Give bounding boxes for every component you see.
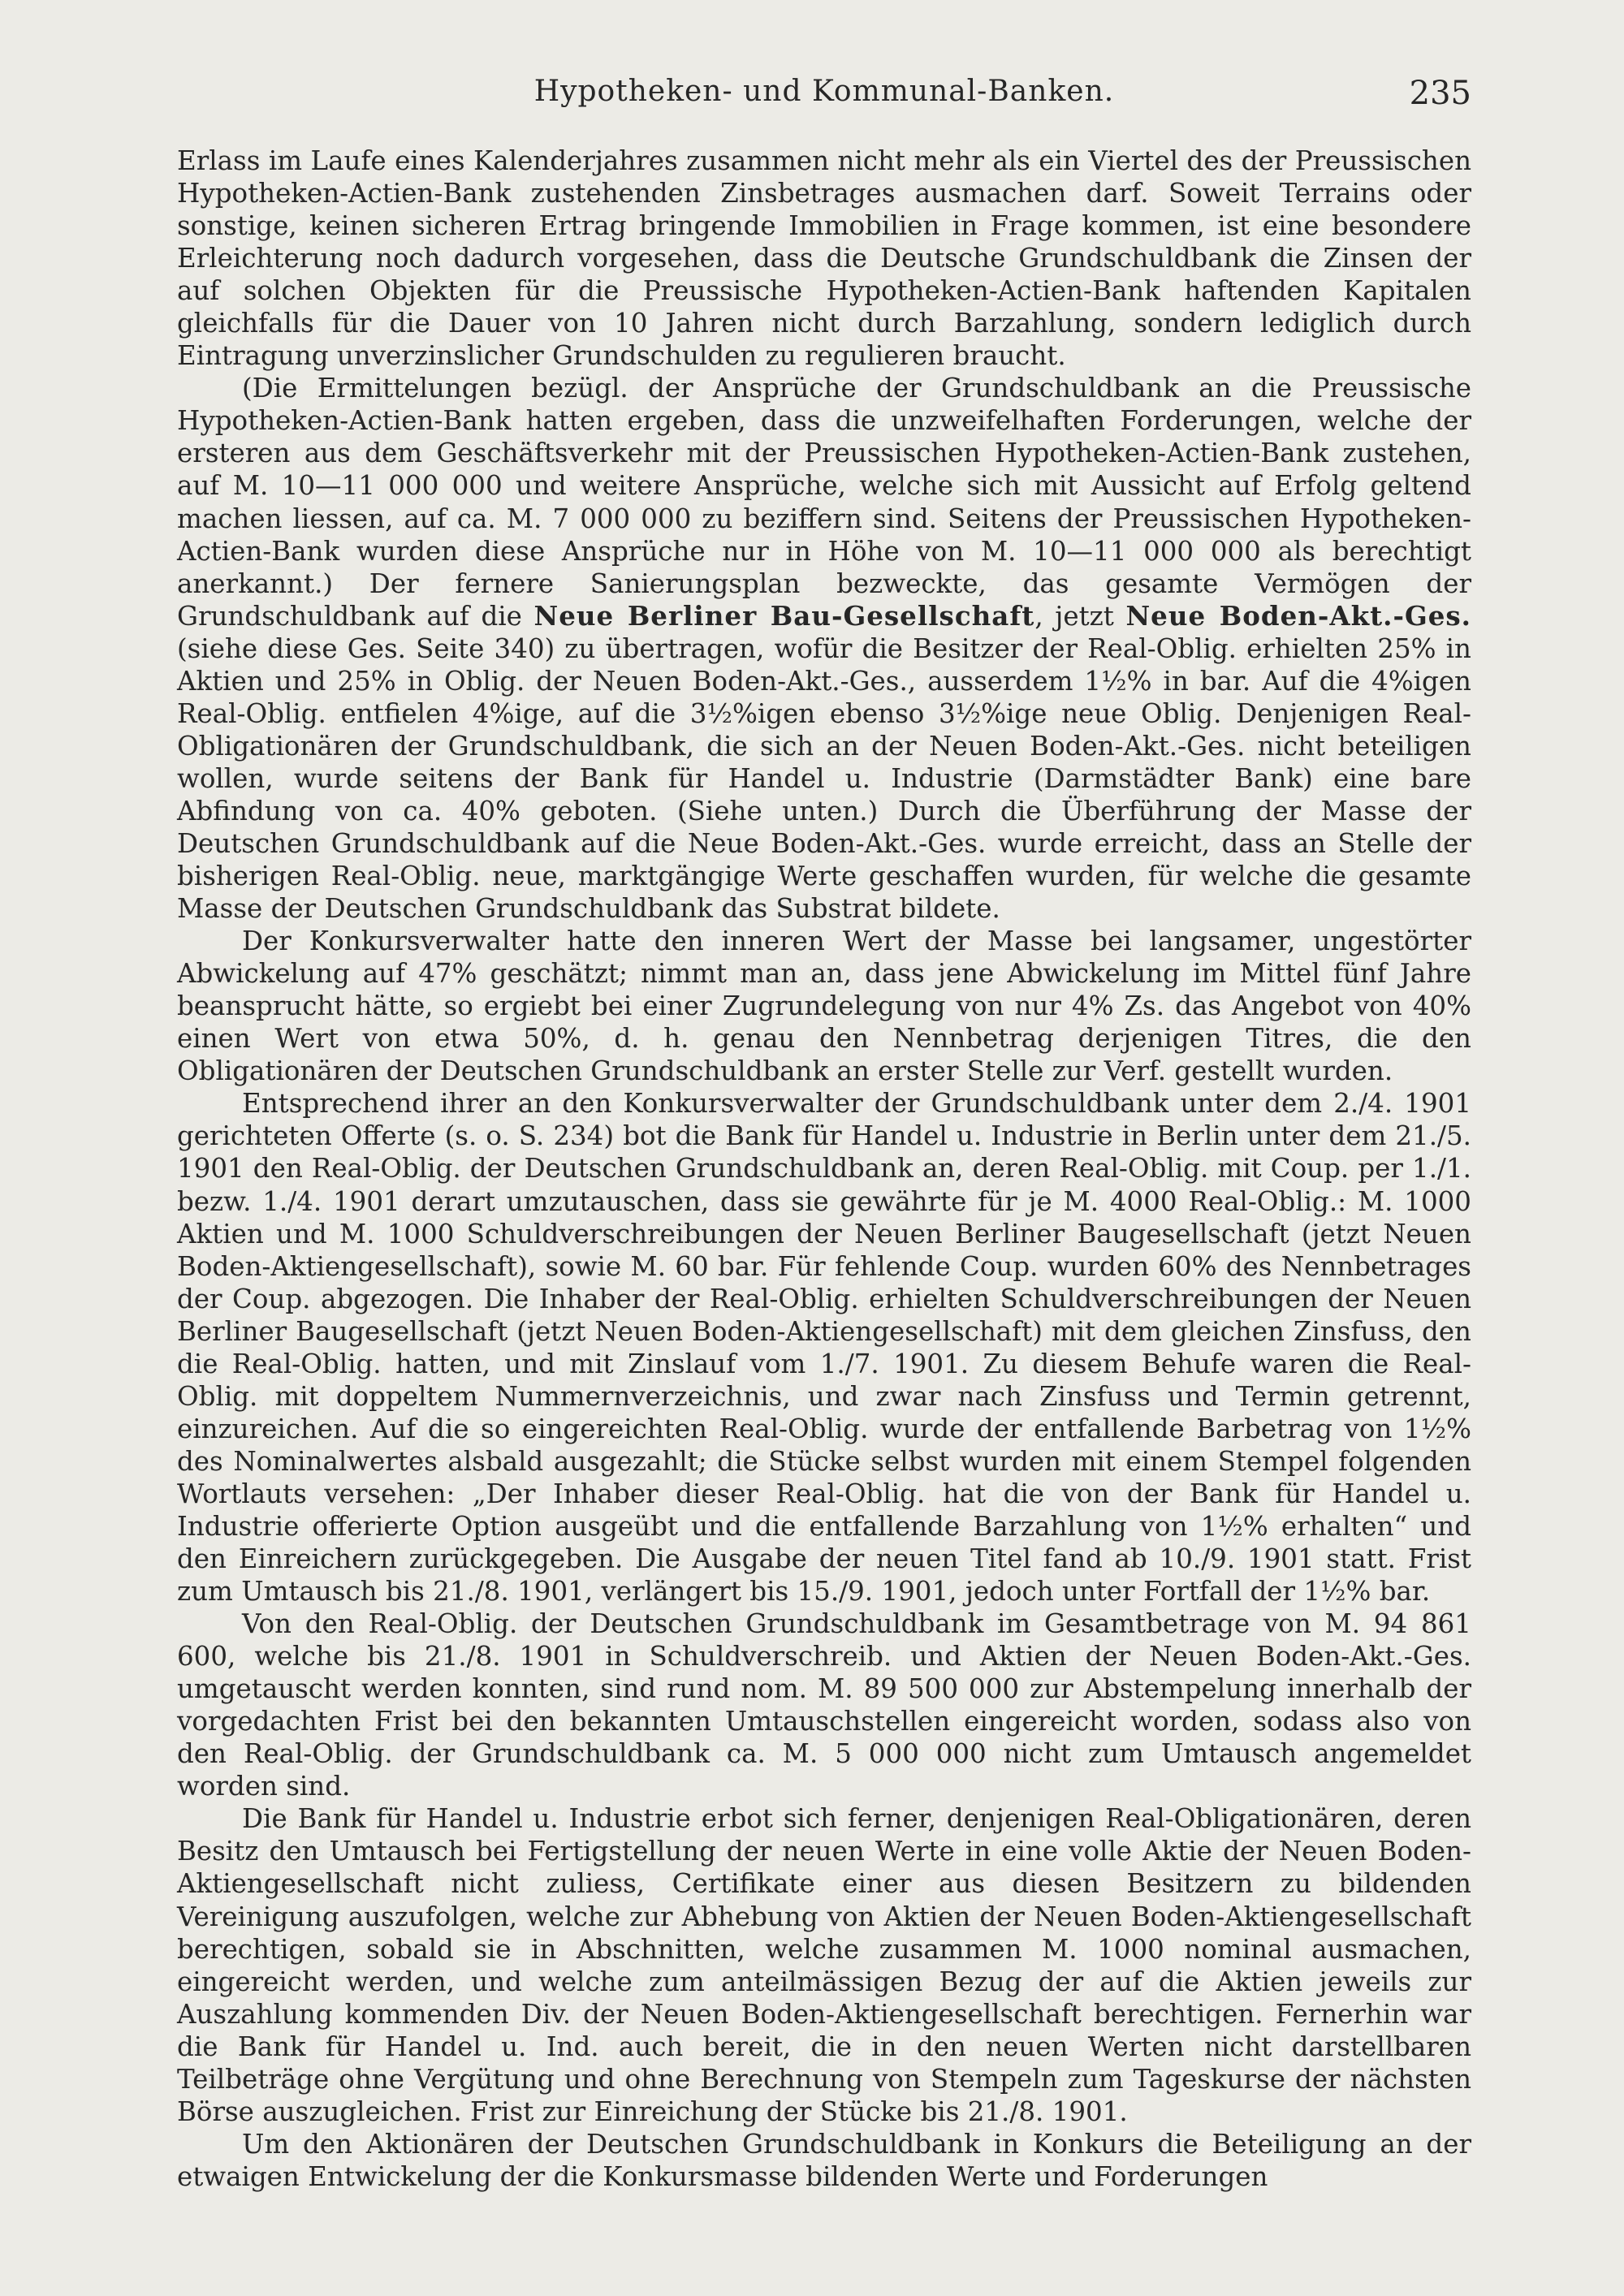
paragraph-text: Die Bank für Handel u. Industrie erbot sich ferner, denjenigen Real-Obligationären, deren Besitz den Umtausch bei Fertigstellung der neuen Werte in eine volle Aktie der Neuen Boden-Aktiengesellschaft nicht zuliess, Certifikate einer aus diesen Besitzern zu bildenden Vereinigung auszufolgen, welche zur Abhebung von Aktien der Neuen Boden-Aktiengesellschaft berechtigen, sobald sie in Abschnitten, welche zusammen M. 1000 nominal ausmachen, eingereicht werden, und welche zum anteilmässigen Bezug der auf die Aktien jeweils zur Auszahlung kommenden Div. der Neuen Boden-Aktiengesellschaft berechtigen. Fernerhin war die Bank für Handel u. Ind. auch bereit, die in den neuen Werten nicht darstellbaren Teilbeträge ohne Vergütung und ohne Berechnung von Stempeln zum Tageskurse der nächsten Börse auszugleichen. Frist zur Einreichung der Stücke bis 21./8. 1901.	[177, 1803, 1471, 2127]
paragraph	[177, 1608, 1471, 1802]
paragraph	[177, 372, 1471, 925]
paragraph	[177, 1802, 1471, 2127]
paragraph-text: Der Konkursverwalter hatte den inneren Wert der Masse bei langsamer, ungestörter Abwickelung auf 47% geschätzt; nimmt man an, dass jene Abwickelung im Mittel fünf Jahre beansprucht hätte, so ergiebt bei einer Zugrundelegung von nur 4% Zs. das Angebot von 40% einen Wert von etwa 50%, d. h. genau den Nennbetrag derjenigen Titres, die den Obligationären der Deutschen Grundschuldbank an erster Stelle zur Verf. gestellt wurden.	[177, 926, 1471, 1087]
company-name: Neue Boden-Akt.-Ges.	[1125, 599, 1471, 632]
company-name: Neue Berliner Bau-Gesellschaft	[533, 599, 1035, 632]
page-number: 235	[1409, 75, 1471, 112]
paragraph-text: (Die Ermittelungen bezügl. der Ansprüche der Grundschuldbank an die Preussische Hypotheken-Actien-Bank hatten ergeben, dass die unzweifelhaften Forderungen, welche der ersteren aus dem Geschäftsverkehr mit der Preussischen Hypotheken-Actien-Bank zustehen, auf M. 10—11 000 000 und weitere Ansprüche, welche sich mit Aussicht auf Erfolg geltend machen liessen, auf ca. M. 7 000 000 zu beziffern sind. Seitens der Preussischen Hypotheken-Actien-Bank wurden diese Ansprüche nur in Höhe von M. 10—11 000 000 als berechtigt anerkannt.) Der fernere Sanierungsplan bezweckte, das gesamte Vermögen der Grundschuldbank auf die	[177, 373, 1471, 632]
paragraph-text: Entsprechend ihrer an den Konkursverwalter der Grundschuldbank unter dem 2./4. 1901 gerichteten Offerte (s. o. S. 234) bot die Bank für Handel u. Industrie in Berlin unter dem 21./5. 1901 den Real-Oblig. der Deutschen Grundschuldbank an, deren Real-Oblig. mit Coup. per 1./1. bezw. 1./4. 1901 derart umzutauschen, dass sie gewährte für je M. 4000 Real-Oblig.: M. 1000 Aktien und M. 1000 Schuldverschreibungen der Neuen Berliner Baugesellschaft (jetzt Neuen Boden-Aktiengesellschaft), sowie M. 60 bar. Für fehlende Coup. wurden 60% des Nennbetrages der Coup. abgezogen. Die Inhaber der Real-Oblig. erhielten Schuldverschreibungen der Neuen Berliner Baugesellschaft (jetzt Neuen Boden-Aktiengesellschaft) mit dem gleichen Zinsfuss, den die Real-Oblig. hatten, und mit Zinslauf vom 1./7. 1901. Zu diesem Behufe waren die Real-Oblig. mit doppeltem Nummernverzeichnis, und zwar nach Zinsfuss und Termin getrennt, einzureichen. Auf die so eingereichten Real-Oblig. wurde der entfallende Barbetrag von 1½% des Nominalwertes alsbald ausgezahlt; die Stücke selbst wurden mit einem Stempel folgenden Wortlauts versehen: „Der Inhaber dieser Real-Oblig. hat die von der Bank für Handel u. Industrie offerierte Option ausgeübt und die entfallende Barzahlung von 1½% erhalten“ und den Einreichern zurückgegeben. Die Ausgabe der neuen Titel fand ab 10./9. 1901 statt. Frist zum Umtausch bis 21./8. 1901, verlängert bis 15./9. 1901, jedoch unter Fortfall der 1½% bar.	[177, 1088, 1471, 1608]
paragraph-text: Erlass im Laufe eines Kalenderjahres zusammen nicht mehr als ein Viertel des der Preussischen Hypotheken-Actien-Bank zustehenden Zinsbetrages ausmachen darf. Soweit Terrains oder sonstige, keinen sicheren Ertrag bringende Immobilien in Frage kommen, ist eine besondere Erleichterung noch dadurch vorgesehen, dass die Deutsche Grundschuldbank die Zinsen der auf solchen Objekten für die Preussische Hypotheken-Actien-Bank haftenden Kapitalen gleichfalls für die Dauer von 10 Jahren nicht durch Barzahlung, sondern lediglich durch Eintragung unverzinslicher Grundschulden zu regulieren braucht.	[177, 145, 1471, 372]
body-text	[177, 145, 1471, 2193]
paragraph-text: Um den Aktionären der Deutschen Grundschuldbank in Konkurs die Beteiligung an der etwaigen Entwickelung der die Konkursmasse bildenden Werte und Forderungen	[177, 2128, 1471, 2192]
paragraph	[177, 925, 1471, 1087]
paragraph	[177, 145, 1471, 372]
page-title: Hypotheken- und Kommunal-Banken.	[533, 75, 1115, 108]
paragraph	[177, 1087, 1471, 1608]
paragraph-text: Von den Real-Oblig. der Deutschen Grundschuldbank im Gesamtbetrage von M. 94 861 600, welche bis 21./8. 1901 in Schuldverschreib. und Aktien der Neuen Boden-Akt.-Ges. umgetauscht werden konnten, sind rund nom. M. 89 500 000 zur Abstempelung innerhalb der vorgedachten Frist bei den bekannten Umtauschstellen eingereicht worden, sodass also von den Real-Oblig. der Grundschuldbank ca. M. 5 000 000 nicht zum Umtausch angemeldet worden sind.	[177, 1608, 1471, 1802]
paragraph-text: (siehe diese Ges. Seite 340) zu übertragen, wofür die Besitzer der Real-Oblig. erhielten 25% in Aktien und 25% in Oblig. der Neuen Boden-Akt.-Ges., ausserdem 1½% in bar. Auf die 4%igen Real-Oblig. entfielen 4%ige, auf die 3½%igen ebenso 3½%ige neue Oblig. Denjenigen Real-Obligationären der Grundschuldbank, die sich an der Neuen Boden-Akt.-Ges. nicht beteiligen wollen, wurde seitens der Bank für Handel u. Industrie (Darmstädter Bank) eine bare Abfindung von ca. 40% geboten. (Siehe unten.) Durch die Überführung der Masse der Deutschen Grundschuldbank auf die Neue Boden-Akt.-Ges. wurde erreicht, dass an Stelle der bisherigen Real-Oblig. neue, marktgängige Werte geschaffen wurden, für welche die gesamte Masse der Deutschen Grundschuldbank das Substrat bildete.	[177, 632, 1471, 925]
running-header	[177, 75, 1471, 115]
paragraph	[177, 2128, 1471, 2193]
paragraph-text: , jetzt	[1034, 600, 1126, 632]
